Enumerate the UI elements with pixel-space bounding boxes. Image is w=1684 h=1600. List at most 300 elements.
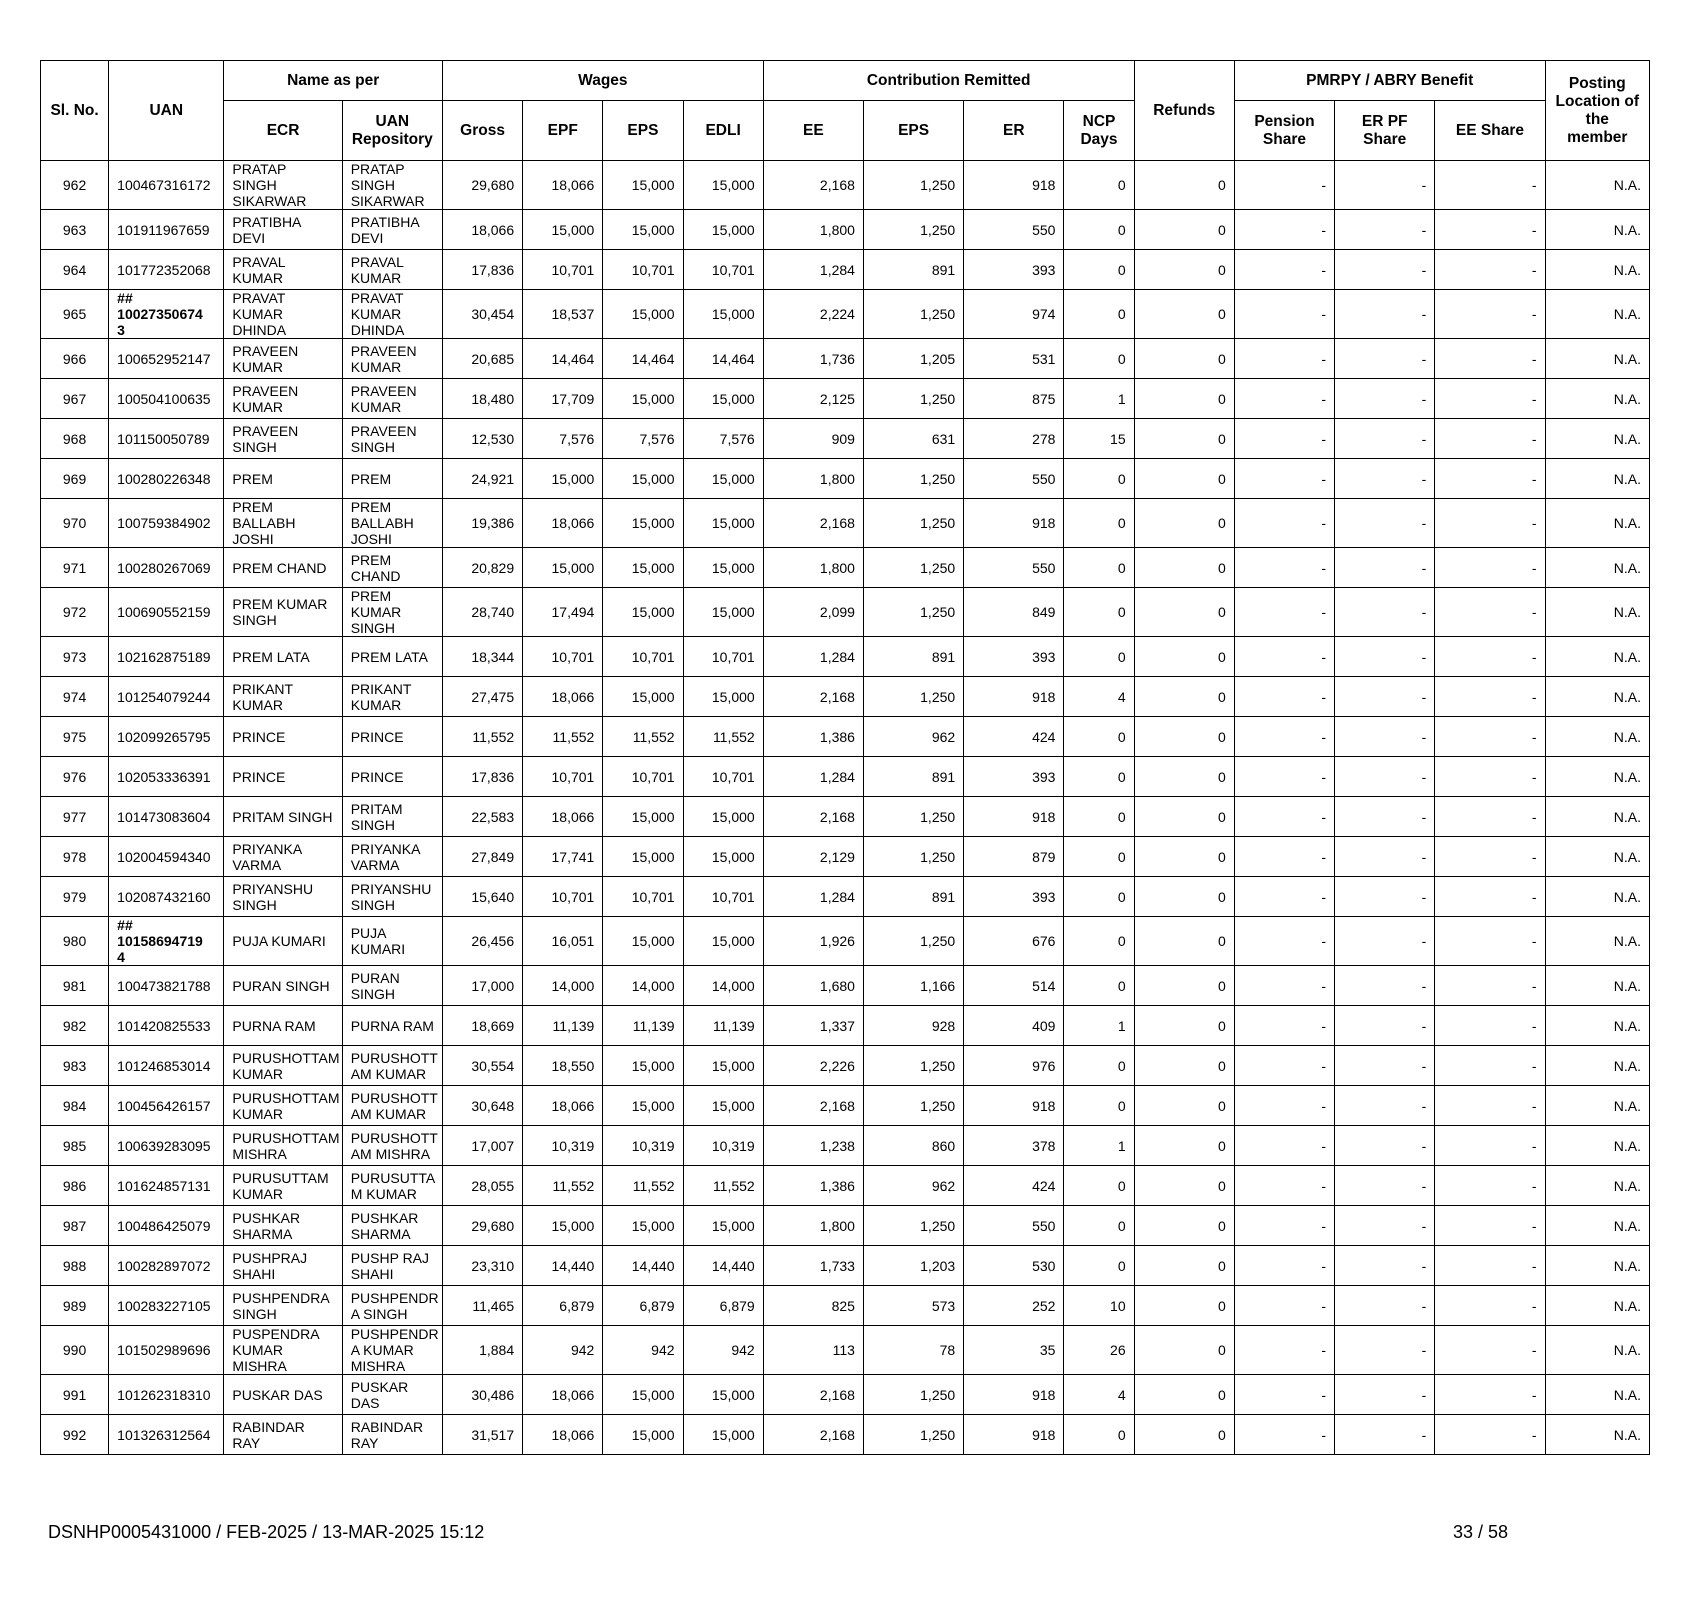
table-row (41, 797, 1650, 837)
cell-posting-location: N.A. (1545, 1206, 1649, 1246)
cell-contrib-ee: 1,284 (763, 637, 863, 677)
cell-pension-share: - (1234, 1006, 1334, 1046)
cell-sl-no: 973 (41, 637, 109, 677)
cell-uan (109, 917, 224, 966)
cell-wages-edli: 15,000 (683, 1415, 763, 1455)
cell-contrib-er: 35 (964, 1326, 1064, 1375)
cell-contrib-eps: 1,250 (863, 1206, 963, 1246)
cell-contrib-ee: 2,129 (763, 837, 863, 877)
cell-pension-share: - (1234, 837, 1334, 877)
cell-wages-epf: 6,879 (523, 1286, 603, 1326)
cell-contrib-er: 976 (964, 1046, 1064, 1086)
cell-posting-location: N.A. (1545, 837, 1649, 877)
cell-er-pf-share: - (1335, 548, 1435, 588)
cell-ee-share: - (1435, 797, 1545, 837)
cell-wages-epf: 15,000 (523, 548, 603, 588)
cell-ee-share: - (1435, 1246, 1545, 1286)
cell-uan (109, 290, 224, 339)
cell-name-ecr: PUSHKAR SHARMA (224, 1206, 342, 1246)
cell-wages-eps: 10,701 (603, 250, 683, 290)
cell-sl-no: 992 (41, 1415, 109, 1455)
cell-sl-no: 971 (41, 548, 109, 588)
cell-uan: 100280226348 (109, 459, 224, 499)
cell-name-ecr: PUSHPENDRA SINGH (224, 1286, 342, 1326)
cell-ncp-days: 26 (1064, 1326, 1134, 1375)
cell-contrib-ee: 1,238 (763, 1126, 863, 1166)
cell-wages-edli: 11,139 (683, 1006, 763, 1046)
cell-contrib-eps: 78 (863, 1326, 963, 1375)
cell-wages-eps: 15,000 (603, 379, 683, 419)
cell-contrib-ee: 2,168 (763, 161, 863, 210)
cell-contrib-eps: 1,250 (863, 917, 963, 966)
cell-refunds: 0 (1134, 677, 1234, 717)
cell-contrib-ee: 909 (763, 419, 863, 459)
cell-contrib-ee: 1,800 (763, 210, 863, 250)
cell-sl-no: 962 (41, 161, 109, 210)
cell-ncp-days: 0 (1064, 1086, 1134, 1126)
cell-contrib-eps: 891 (863, 250, 963, 290)
cell-pension-share: - (1234, 499, 1334, 548)
cell-name-uan-repository: PURUSHOTT AM KUMAR (342, 1086, 442, 1126)
cell-er-pf-share: - (1335, 339, 1435, 379)
table-row (41, 1246, 1650, 1286)
cell-contrib-ee: 1,284 (763, 877, 863, 917)
table-row (41, 250, 1650, 290)
cell-contrib-ee: 2,168 (763, 797, 863, 837)
cell-ee-share: - (1435, 588, 1545, 637)
cell-name-ecr: PRATIBHA DEVI (224, 210, 342, 250)
cell-ee-share: - (1435, 757, 1545, 797)
cell-name-ecr: PURUSHOTTAM KUMAR (224, 1046, 342, 1086)
table-row (41, 677, 1650, 717)
cell-ee-share: - (1435, 837, 1545, 877)
cell-name-ecr: PREM KUMAR SINGH (224, 588, 342, 637)
cell-refunds: 0 (1134, 757, 1234, 797)
table-row (41, 588, 1650, 637)
cell-wages-edli: 15,000 (683, 459, 763, 499)
cell-contrib-eps: 1,250 (863, 1086, 963, 1126)
cell-ee-share: - (1435, 379, 1545, 419)
cell-contrib-ee: 1,680 (763, 966, 863, 1006)
cell-er-pf-share: - (1335, 917, 1435, 966)
cell-ee-share: - (1435, 1086, 1545, 1126)
cell-er-pf-share: - (1335, 499, 1435, 548)
cell-uan: 101246853014 (109, 1046, 224, 1086)
cell-pension-share: - (1234, 1375, 1334, 1415)
cell-wages-eps: 10,701 (603, 757, 683, 797)
cell-wages-eps: 14,464 (603, 339, 683, 379)
cell-wages-edli: 15,000 (683, 379, 763, 419)
cell-contrib-ee: 1,284 (763, 250, 863, 290)
cell-er-pf-share: - (1335, 1046, 1435, 1086)
cell-contrib-ee: 2,168 (763, 1375, 863, 1415)
cell-wages-eps: 942 (603, 1326, 683, 1375)
uan-uan-l1: 10158694719 (117, 933, 203, 949)
cell-name-uan-repository: PRAVEEN KUMAR (342, 339, 442, 379)
cell-wages-edli: 10,701 (683, 877, 763, 917)
cell-refunds: 0 (1134, 797, 1234, 837)
cell-wages-epf: 17,709 (523, 379, 603, 419)
cell-contrib-er: 676 (964, 917, 1064, 966)
cell-wages-epf: 11,552 (523, 1166, 603, 1206)
cell-wages-epf: 18,066 (523, 161, 603, 210)
cell-sl-no: 991 (41, 1375, 109, 1415)
cell-uan: 101420825533 (109, 1006, 224, 1046)
cell-wages-edli: 11,552 (683, 717, 763, 757)
cell-ee-share: - (1435, 677, 1545, 717)
cell-contrib-eps: 1,250 (863, 548, 963, 588)
cell-ncp-days: 10 (1064, 1286, 1134, 1326)
cell-pension-share: - (1234, 797, 1334, 837)
cell-contrib-ee: 825 (763, 1286, 863, 1326)
cell-refunds: 0 (1134, 1166, 1234, 1206)
cell-ee-share: - (1435, 1415, 1545, 1455)
cell-uan: 102162875189 (109, 637, 224, 677)
cell-er-pf-share: - (1335, 588, 1435, 637)
cell-contrib-er: 875 (964, 379, 1064, 419)
cell-wages-edli: 6,879 (683, 1286, 763, 1326)
table-row (41, 419, 1650, 459)
cell-name-uan-repository: PURUSHOTT AM KUMAR (342, 1046, 442, 1086)
cell-posting-location: N.A. (1545, 1006, 1649, 1046)
cell-contrib-er: 393 (964, 250, 1064, 290)
cell-contrib-er: 393 (964, 637, 1064, 677)
cell-refunds: 0 (1134, 1206, 1234, 1246)
header-wages: Wages (442, 61, 763, 101)
cell-contrib-ee: 1,800 (763, 459, 863, 499)
cell-wages-edli: 942 (683, 1326, 763, 1375)
cell-contrib-er: 550 (964, 548, 1064, 588)
cell-er-pf-share: - (1335, 210, 1435, 250)
table-row (41, 210, 1650, 250)
cell-uan: 102099265795 (109, 717, 224, 757)
cell-name-uan-repository: PREM BALLABH JOSHI (342, 499, 442, 548)
cell-wages-epf: 10,701 (523, 637, 603, 677)
cell-er-pf-share: - (1335, 637, 1435, 677)
cell-contrib-er: 550 (964, 210, 1064, 250)
cell-name-uan-repository: PURUSHOTT AM MISHRA (342, 1126, 442, 1166)
cell-refunds: 0 (1134, 290, 1234, 339)
uan-flag: ## (117, 917, 133, 933)
cell-wages-eps: 15,000 (603, 1375, 683, 1415)
uan-uan-l1: 10027350674 (117, 306, 203, 322)
cell-wages-gross: 27,849 (442, 837, 522, 877)
cell-ee-share: - (1435, 1206, 1545, 1246)
cell-pension-share: - (1234, 1286, 1334, 1326)
cell-contrib-ee: 1,337 (763, 1006, 863, 1046)
cell-wages-edli: 15,000 (683, 588, 763, 637)
cell-name-uan-repository: PREM LATA (342, 637, 442, 677)
cell-sl-no: 977 (41, 797, 109, 837)
cell-name-uan-repository: PUSHP RAJ SHAHI (342, 1246, 442, 1286)
cell-ee-share: - (1435, 499, 1545, 548)
cell-name-uan-repository: PRIYANKA VARMA (342, 837, 442, 877)
cell-sl-no: 967 (41, 379, 109, 419)
cell-refunds: 0 (1134, 250, 1234, 290)
cell-ncp-days: 4 (1064, 1375, 1134, 1415)
cell-posting-location: N.A. (1545, 210, 1649, 250)
cell-contrib-eps: 1,250 (863, 210, 963, 250)
cell-ee-share: - (1435, 637, 1545, 677)
cell-ee-share: - (1435, 966, 1545, 1006)
cell-wages-edli: 15,000 (683, 161, 763, 210)
cell-wages-edli: 10,319 (683, 1126, 763, 1166)
cell-er-pf-share: - (1335, 1206, 1435, 1246)
cell-er-pf-share: - (1335, 161, 1435, 210)
cell-refunds: 0 (1134, 210, 1234, 250)
header-edli: EDLI (683, 101, 763, 161)
table-row (41, 966, 1650, 1006)
cell-wages-gross: 26,456 (442, 917, 522, 966)
cell-wages-epf: 11,552 (523, 717, 603, 757)
cell-posting-location: N.A. (1545, 290, 1649, 339)
table-row (41, 1126, 1650, 1166)
cell-wages-eps: 11,552 (603, 1166, 683, 1206)
cell-ee-share: - (1435, 161, 1545, 210)
cell-name-uan-repository: PRINCE (342, 757, 442, 797)
cell-wages-epf: 16,051 (523, 917, 603, 966)
cell-pension-share: - (1234, 1326, 1334, 1375)
cell-uan: 101473083604 (109, 797, 224, 837)
cell-refunds: 0 (1134, 717, 1234, 757)
cell-pension-share: - (1234, 339, 1334, 379)
cell-refunds: 0 (1134, 339, 1234, 379)
cell-pension-share: - (1234, 419, 1334, 459)
cell-er-pf-share: - (1335, 877, 1435, 917)
cell-uan: 102087432160 (109, 877, 224, 917)
cell-ee-share: - (1435, 459, 1545, 499)
cell-uan: 101262318310 (109, 1375, 224, 1415)
cell-refunds: 0 (1134, 837, 1234, 877)
cell-sl-no: 988 (41, 1246, 109, 1286)
cell-sl-no: 980 (41, 917, 109, 966)
cell-contrib-eps: 891 (863, 877, 963, 917)
cell-posting-location: N.A. (1545, 1166, 1649, 1206)
cell-ncp-days: 0 (1064, 757, 1134, 797)
cell-wages-gross: 17,836 (442, 250, 522, 290)
cell-wages-edli: 15,000 (683, 917, 763, 966)
cell-uan: 102053336391 (109, 757, 224, 797)
cell-refunds: 0 (1134, 637, 1234, 677)
cell-wages-edli: 10,701 (683, 250, 763, 290)
cell-er-pf-share: - (1335, 1126, 1435, 1166)
cell-wages-epf: 18,066 (523, 677, 603, 717)
cell-uan: 100283227105 (109, 1286, 224, 1326)
cell-wages-epf: 17,494 (523, 588, 603, 637)
cell-posting-location: N.A. (1545, 379, 1649, 419)
cell-er-pf-share: - (1335, 419, 1435, 459)
uan-uan-l2: 3 (117, 322, 125, 338)
cell-wages-epf: 942 (523, 1326, 603, 1375)
table-row (41, 917, 1650, 966)
cell-pension-share: - (1234, 1415, 1334, 1455)
cell-posting-location: N.A. (1545, 1375, 1649, 1415)
cell-contrib-er: 550 (964, 1206, 1064, 1246)
cell-ee-share: - (1435, 250, 1545, 290)
cell-uan: 100759384902 (109, 499, 224, 548)
cell-refunds: 0 (1134, 459, 1234, 499)
cell-posting-location: N.A. (1545, 1415, 1649, 1455)
cell-er-pf-share: - (1335, 1086, 1435, 1126)
cell-contrib-eps: 891 (863, 637, 963, 677)
cell-refunds: 0 (1134, 1326, 1234, 1375)
cell-name-ecr: PURUSUTTAM KUMAR (224, 1166, 342, 1206)
cell-name-ecr: PURAN SINGH (224, 966, 342, 1006)
cell-name-ecr: PURNA RAM (224, 1006, 342, 1046)
cell-name-uan-repository: PUSHKAR SHARMA (342, 1206, 442, 1246)
cell-wages-epf: 18,066 (523, 499, 603, 548)
cell-uan: 102004594340 (109, 837, 224, 877)
cell-uan: 101326312564 (109, 1415, 224, 1455)
cell-contrib-ee: 1,926 (763, 917, 863, 966)
table-row (41, 717, 1650, 757)
cell-wages-edli: 14,000 (683, 966, 763, 1006)
cell-ee-share: - (1435, 548, 1545, 588)
cell-wages-gross: 22,583 (442, 797, 522, 837)
cell-contrib-eps: 1,250 (863, 290, 963, 339)
cell-name-uan-repository: PREM KUMAR SINGH (342, 588, 442, 637)
cell-contrib-er: 531 (964, 339, 1064, 379)
cell-contrib-ee: 1,284 (763, 757, 863, 797)
cell-ee-share: - (1435, 877, 1545, 917)
cell-wages-gross: 29,680 (442, 161, 522, 210)
table-row (41, 1086, 1650, 1126)
cell-wages-edli: 15,000 (683, 677, 763, 717)
cell-name-ecr: PRAVEEN KUMAR (224, 379, 342, 419)
cell-ncp-days: 0 (1064, 339, 1134, 379)
cell-name-ecr: PUSPENDRA KUMAR MISHRA (224, 1326, 342, 1375)
cell-er-pf-share: - (1335, 1246, 1435, 1286)
cell-wages-gross: 28,740 (442, 588, 522, 637)
cell-contrib-ee: 2,168 (763, 499, 863, 548)
cell-name-uan-repository: PRATAP SINGH SIKARWAR (342, 161, 442, 210)
table-row (41, 161, 1650, 210)
cell-contrib-eps: 860 (863, 1126, 963, 1166)
cell-ee-share: - (1435, 1006, 1545, 1046)
cell-wages-gross: 30,648 (442, 1086, 522, 1126)
cell-ee-share: - (1435, 1046, 1545, 1086)
table-row (41, 1286, 1650, 1326)
table-row (41, 339, 1650, 379)
cell-sl-no: 979 (41, 877, 109, 917)
cell-pension-share: - (1234, 637, 1334, 677)
cell-er-pf-share: - (1335, 1006, 1435, 1046)
cell-refunds: 0 (1134, 1126, 1234, 1166)
cell-er-pf-share: - (1335, 1326, 1435, 1375)
cell-wages-eps: 14,440 (603, 1246, 683, 1286)
cell-er-pf-share: - (1335, 459, 1435, 499)
cell-ncp-days: 0 (1064, 250, 1134, 290)
cell-ncp-days: 0 (1064, 1166, 1134, 1206)
cell-uan: 100467316172 (109, 161, 224, 210)
cell-posting-location: N.A. (1545, 499, 1649, 548)
cell-wages-epf: 10,701 (523, 877, 603, 917)
cell-wages-edli: 15,000 (683, 290, 763, 339)
header-ee-share: EE Share (1435, 101, 1545, 161)
cell-uan: 100456426157 (109, 1086, 224, 1126)
cell-wages-epf: 14,464 (523, 339, 603, 379)
cell-posting-location: N.A. (1545, 877, 1649, 917)
cell-wages-gross: 17,007 (442, 1126, 522, 1166)
cell-posting-location: N.A. (1545, 917, 1649, 966)
cell-contrib-eps: 1,250 (863, 1046, 963, 1086)
cell-contrib-er: 918 (964, 1375, 1064, 1415)
cell-pension-share: - (1234, 966, 1334, 1006)
header-epf: EPF (523, 101, 603, 161)
cell-contrib-eps: 1,250 (863, 1415, 963, 1455)
cell-ee-share: - (1435, 290, 1545, 339)
cell-sl-no: 983 (41, 1046, 109, 1086)
cell-wages-epf: 10,701 (523, 757, 603, 797)
cell-wages-epf: 17,741 (523, 837, 603, 877)
cell-wages-edli: 15,000 (683, 1086, 763, 1126)
cell-name-uan-repository: PREM CHAND (342, 548, 442, 588)
cell-wages-edli: 7,576 (683, 419, 763, 459)
cell-er-pf-share: - (1335, 250, 1435, 290)
cell-name-uan-repository: PUSKAR DAS (342, 1375, 442, 1415)
cell-er-pf-share: - (1335, 797, 1435, 837)
cell-ncp-days: 0 (1064, 459, 1134, 499)
cell-er-pf-share: - (1335, 1286, 1435, 1326)
header-gross: Gross (442, 101, 522, 161)
cell-ncp-days: 1 (1064, 379, 1134, 419)
cell-uan: 100280267069 (109, 548, 224, 588)
cell-name-ecr: PRAVAL KUMAR (224, 250, 342, 290)
contribution-table (40, 60, 1650, 1455)
cell-contrib-er: 424 (964, 1166, 1064, 1206)
table-row (41, 1415, 1650, 1455)
cell-uan: 100504100635 (109, 379, 224, 419)
cell-wages-gross: 20,829 (442, 548, 522, 588)
cell-name-ecr: PRATAP SINGH SIKARWAR (224, 161, 342, 210)
cell-contrib-er: 393 (964, 757, 1064, 797)
cell-pension-share: - (1234, 877, 1334, 917)
cell-refunds: 0 (1134, 917, 1234, 966)
cell-refunds: 0 (1134, 966, 1234, 1006)
header-eps: EPS (603, 101, 683, 161)
cell-wages-gross: 15,640 (442, 877, 522, 917)
uan-uan-l2: 4 (117, 949, 125, 965)
cell-wages-epf: 14,440 (523, 1246, 603, 1286)
cell-er-pf-share: - (1335, 290, 1435, 339)
cell-ncp-days: 0 (1064, 210, 1134, 250)
cell-ncp-days: 0 (1064, 837, 1134, 877)
cell-posting-location: N.A. (1545, 1046, 1649, 1086)
table-row (41, 757, 1650, 797)
cell-name-ecr: PREM CHAND (224, 548, 342, 588)
cell-refunds: 0 (1134, 379, 1234, 419)
cell-wages-edli: 10,701 (683, 637, 763, 677)
cell-wages-epf: 10,701 (523, 250, 603, 290)
cell-contrib-ee: 1,386 (763, 1166, 863, 1206)
cell-wages-gross: 27,475 (442, 677, 522, 717)
cell-pension-share: - (1234, 210, 1334, 250)
cell-wages-eps: 7,576 (603, 419, 683, 459)
cell-uan: 100473821788 (109, 966, 224, 1006)
cell-wages-epf: 18,066 (523, 1415, 603, 1455)
cell-contrib-ee: 2,125 (763, 379, 863, 419)
cell-sl-no: 976 (41, 757, 109, 797)
cell-refunds: 0 (1134, 1286, 1234, 1326)
cell-refunds: 0 (1134, 1046, 1234, 1086)
cell-wages-gross: 17,836 (442, 757, 522, 797)
cell-posting-location: N.A. (1545, 548, 1649, 588)
header-er-pf-share: ER PF Share (1335, 101, 1435, 161)
cell-wages-epf: 14,000 (523, 966, 603, 1006)
cell-ncp-days: 0 (1064, 917, 1134, 966)
cell-ncp-days: 4 (1064, 677, 1134, 717)
table-row (41, 1326, 1650, 1375)
